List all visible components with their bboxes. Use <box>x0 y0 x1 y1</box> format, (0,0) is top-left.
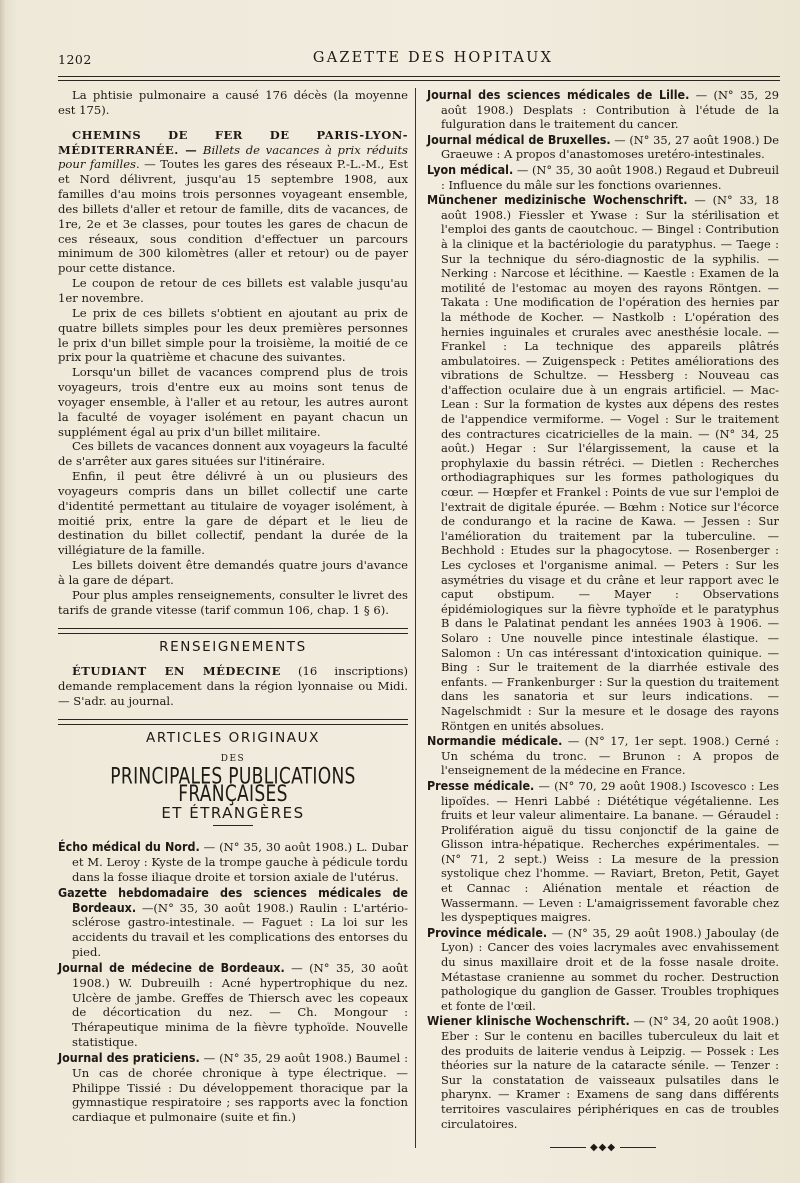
end-ornament: ◆◆◆ <box>427 1141 779 1156</box>
entry-text: —(N° 35, 30 août 1908.) Raulin : L'artério-sclérose gastro-intestinale. — Faguet : La loi sur les accidents du travail et les complications des entorses du pied. <box>72 900 409 960</box>
publication-entry <box>427 163 779 192</box>
journal-name: Wiener klinische Wochenschrift. <box>427 1013 630 1029</box>
journal-name: Journal médical de Bruxelles. <box>427 131 611 147</box>
des-label: DES <box>220 753 246 764</box>
entry-text: — (N° 35, 29 août 1908.) Baumel : Un cas de chorée chronique à type électrique. — Philippe Tissié : Du développement thoracique par la gymnastique respiratoire ; ses rapports avec la fonction cardiaque et pulmonaire (suite et fin.) <box>72 1050 408 1125</box>
publication-entry <box>427 193 779 733</box>
publication-entry <box>427 88 779 132</box>
publication-entry <box>427 779 779 925</box>
section-rule-2 <box>58 719 408 725</box>
entry-text: — (N° 35, 30 août 1908.) L. Dubar et M. Leroy : Kyste de la trompe gauche à pédicule tordu dans la fosse iliaque droite et torsion axiale de l'utérus. <box>72 840 409 884</box>
journal-name: Journal des sciences médicales de Lille. <box>427 87 690 102</box>
railway-paragraph-8: Pour plus amples renseignements, consulter le livret des tarifs de grande vitesse (tarif commun 106, chap. 1 § 6). <box>58 587 408 617</box>
entry-text: — (N° 70, 29 août 1908.) Iscovesco : Les lipoïdes. — Henri Labbé : Diététique végétalienne. Les fruits et leur valeur alimentaire. La banane. — Géraudel : Prolifération aiguë du tissu conjonctif de la gaine de Glisson intra-hépatique. Recherches expérimentales. — (N° 71, 2 sept.) Weiss : La mesure de la pression systolique chez l'homme. — Raviart, Breton, Petit, Gayet et Cannac : Aliénation mentale et réaction de Wassermann. — Leven : L'amaigrissement favorable chez les dyspeptiques maigres. <box>441 778 779 925</box>
etudiant-label: ÉTUDIANT EN MÉDECINE <box>72 664 281 679</box>
entry-text: — (N° 35, 29 août 1908.) Desplats : Contribution à l'étude de la fulguration dans le traitement du cancer. <box>441 88 779 132</box>
railway-paragraph-6: Enfin, il peut être délivré à un ou plusieurs des voyageurs compris dans un billet collectif une carte d'identité permettant au titulaire de voyager isolément, à moitié prix, entre la gare de départ et le lieu de destination du billet collectif, pendant la durée de la villégiature de la famille. <box>58 469 408 558</box>
railway-heading: CHEMINS DE FER DE PARIS-LYON-MÉDITERRANÉE. — <box>58 127 408 157</box>
entry-text: — (N° 34, 20 août 1908.) Eber : Sur le contenu en bacilles tuberculeux du lait et des produits de laiterie vendus à Leipzig. — Possek : Les théories sur la nature de la cataracte sénile. — Tenzer : Sur la constatation de vaisseaux pulsatiles dans le pharynx. — Kramer : Examens de sang dans différents territoires vasculaires périphériques en cas de troubles circulatoires. <box>441 1014 779 1131</box>
journal-name: Journal des praticiens. <box>58 1049 200 1065</box>
binding-edge <box>0 0 6 1183</box>
page-number: 1202 <box>58 52 92 67</box>
principales-title: PRINCIPALES PUBLICATIONS FRANÇAISES <box>110 763 356 807</box>
section-rule <box>58 628 408 634</box>
publication-entry <box>58 961 408 1050</box>
journal-name: Lyon médical. <box>427 161 514 177</box>
short-rule <box>213 825 253 826</box>
phtisie-paragraph: La phtisie pulmonaire a causé 176 décès (la moyenne est 175). <box>58 88 408 117</box>
publication-entry <box>427 133 779 162</box>
etudiant-notice <box>58 664 408 709</box>
running-head <box>58 52 778 72</box>
publication-entry <box>427 1014 779 1131</box>
railway-paragraph-7: Les billets doivent être demandés quatre jours d'avance à la gare de départ. <box>58 558 408 587</box>
publication-entry <box>58 886 408 960</box>
renseignements-heading: RENSEIGNEMENTS <box>159 638 307 655</box>
publication-entry <box>427 926 779 1014</box>
railway-paragraph-2: Le coupon de retour de ces billets est valable jusqu'au 1er novembre. <box>58 276 408 305</box>
left-column <box>58 88 408 1126</box>
right-column <box>427 88 779 1156</box>
header-rule-2 <box>58 80 780 81</box>
entry-text: — (N° 17, 1er sept. 1908.) Cerné : Un schéma du tronc. — Brunon : A propos de l'enseignement de la médecine en France. <box>441 734 779 778</box>
publication-entry <box>58 840 408 885</box>
column-divider <box>415 88 416 1148</box>
entry-text: — (N° 35, 30 août 1908.) Regaud et Dubreuil : Influence du mâle sur les fonctions ovariennes. <box>441 162 779 192</box>
articles-heading: ARTICLES ORIGINAUX <box>146 729 320 746</box>
railway-paragraph-5: Ces billets de vacances donnent aux voyageurs la faculté de s'arrêter aux gares situées sur l'itinéraire. <box>58 439 408 469</box>
journal-name: Écho médical du Nord. <box>58 839 200 855</box>
entry-text: — (N° 35, 29 août 1908.) Jaboulay (de Lyon) : Cancer des voies lacrymales avec envahissement du sinus maxillaire droit et de la fosse nasale droite. Métastase cranienne au sommet du rocher. Destruction pathologique du ganglion de Gasser. Troubles trophiques et fonte de l'œil. <box>441 925 779 1013</box>
railway-paragraph-4: Lorsqu'un billet de vacances comprend plus de trois voyageurs, trois d'entre eux au moins sont tenus de voyager ensemble, à l'aller et au retour, les autres auront la faculté de voyager isolément en payant chacun un supplément égal au prix d'un billet militaire. <box>58 365 408 439</box>
journal-name: Münchener medizinische Wochenschrift. <box>427 192 688 208</box>
railway-text-1: — Toutes les gares des réseaux P.-L.-M., Est et Nord délivrent, jusqu'au 15 septembre 1908, aux familles d'au moins trois personnes voyageant ensemble, des billets d'aller et retour de famille, dits de vacances, de 1re, 2e et 3e classes, pour toutes les gares de chacun de ces réseaux, sous condition d'effectuer un parcours minimum de 300 kilomètres (aller et retour) ou de payer pour cette distance. <box>58 157 408 276</box>
entry-text: — (N° 33, 18 août 1908.) Fiessler et Ywase : Sur la stérilisation et l'emploi des gants de caoutchouc. — Bingel : Contribution à la clinique et la bactériologie du paratyphus. — Taege : Sur la technique du séro-diagnostic de la syphilis. — Nerking : Narcose et lécithine. — Kaestle : Examen de la motilité de l'estomac au moyen des rayons Röntgen. — Takata : Une modification de l'opération des hernies par la méthode de Kocher. — Nastkolb : L'opération des hernies inguinales et crurales avec anesthésie locale. — Frankel : La technique des appareils plâtrés ambulatoires. — Zuigenspeck : Petites améliorations des vibrations de Schultze. — Hessberg : Nouveau cas d'affection oculaire due à un engrais artificiel. — Mac-Lean : Sur la formation de kystes aux dépens des restes de l'appendice vermiforme. — Vogel : Sur le traitement des contractures cicatricielles de la main. — (N° 34, 25 août.) Hegar : Sur l'élargissement, la cause et la prophylaxie du bassin rétréci. — Dietlen : Recherches orthodiagraphiques sur les formes pathologiques du cœur. — Hœpfer et Frankel : Points de vue sur l'emploi de l'extrait de digitale épurée. — Bœhm : Notice sur l'écorce de condurango et la racine de Kawa. — Jessen : Sur l'amélioration du traitement par la tuberculine. — Bechhold : Etudes sur la phagocytose. — Rosenberger : Les cycloses et l'organisme animal. — Peters : Sur les asymétries du visage et du crâne et leur rapport avec le caput obstipum. — Mayer : Observations épidémiologiques sur la fièvre typhoïde et le paratyphus B dans le Palatinat pendant les années 1903 à 1906. — Solaro : Une nouvelle pince intestinale élastique. — Salomon : Un cas intéressant d'intoxication quinique. — Bing : Sur le traitement de la diarrhée estivale des enfants. — Frankenburger : Sur la question du traitement dans les sanatoria et sur leurs indications. — Nagelschmidt : Sur la mesure et le dosage des rayons Röntgen en unités absolues. <box>441 193 779 733</box>
header-rule <box>58 76 780 77</box>
etrangeres-title: ET ÉTRANGÈRES <box>161 804 305 823</box>
railway-paragraph-1 <box>58 128 408 276</box>
publication-entry <box>58 1051 408 1125</box>
journal-name: Normandie médicale. <box>427 733 563 749</box>
journal-name: Presse médicale. <box>427 777 535 793</box>
railway-paragraph-3: Le prix de ces billets s'obtient en ajoutant au prix de quatre billets simples pour les deux premières personnes le prix d'un billet simple pour la troisième, la moitié de ce prix pour la quatrième et chacune des suivantes. <box>58 305 408 365</box>
railway-title: Billets de vacances à prix réduits pour familles. <box>58 142 409 172</box>
journal-title: GAZETTE DES HOPITAUX <box>312 50 554 66</box>
journal-name: Journal de médecine de Bordeaux. <box>58 959 285 975</box>
entry-text: — (N° 35, 30 août 1908.) W. Dubreuilh : Acné hypertrophique du nez. Ulcère de jambe. Greffes de Thiersch avec les copeaux de décortication du nez. — Ch. Mongour : Thérapeutique minima de la fièvre typhoïde. Nouvelle statistique. <box>72 960 409 1050</box>
etudiant-text: (16 inscriptions) demande remplacement dans la région lyonnaise ou Midi.— S'adr. au journal. <box>58 664 408 709</box>
publication-entry <box>427 734 779 778</box>
entry-text: — (N° 35, 27 août 1908.) De Graeuwe : A propos d'anastomoses uretéro-intestinales. <box>441 132 780 162</box>
journal-name: Gazette hebdomadaire des sciences médicales de Bordeaux. <box>58 884 408 915</box>
journal-name: Province médicale. <box>427 924 548 940</box>
